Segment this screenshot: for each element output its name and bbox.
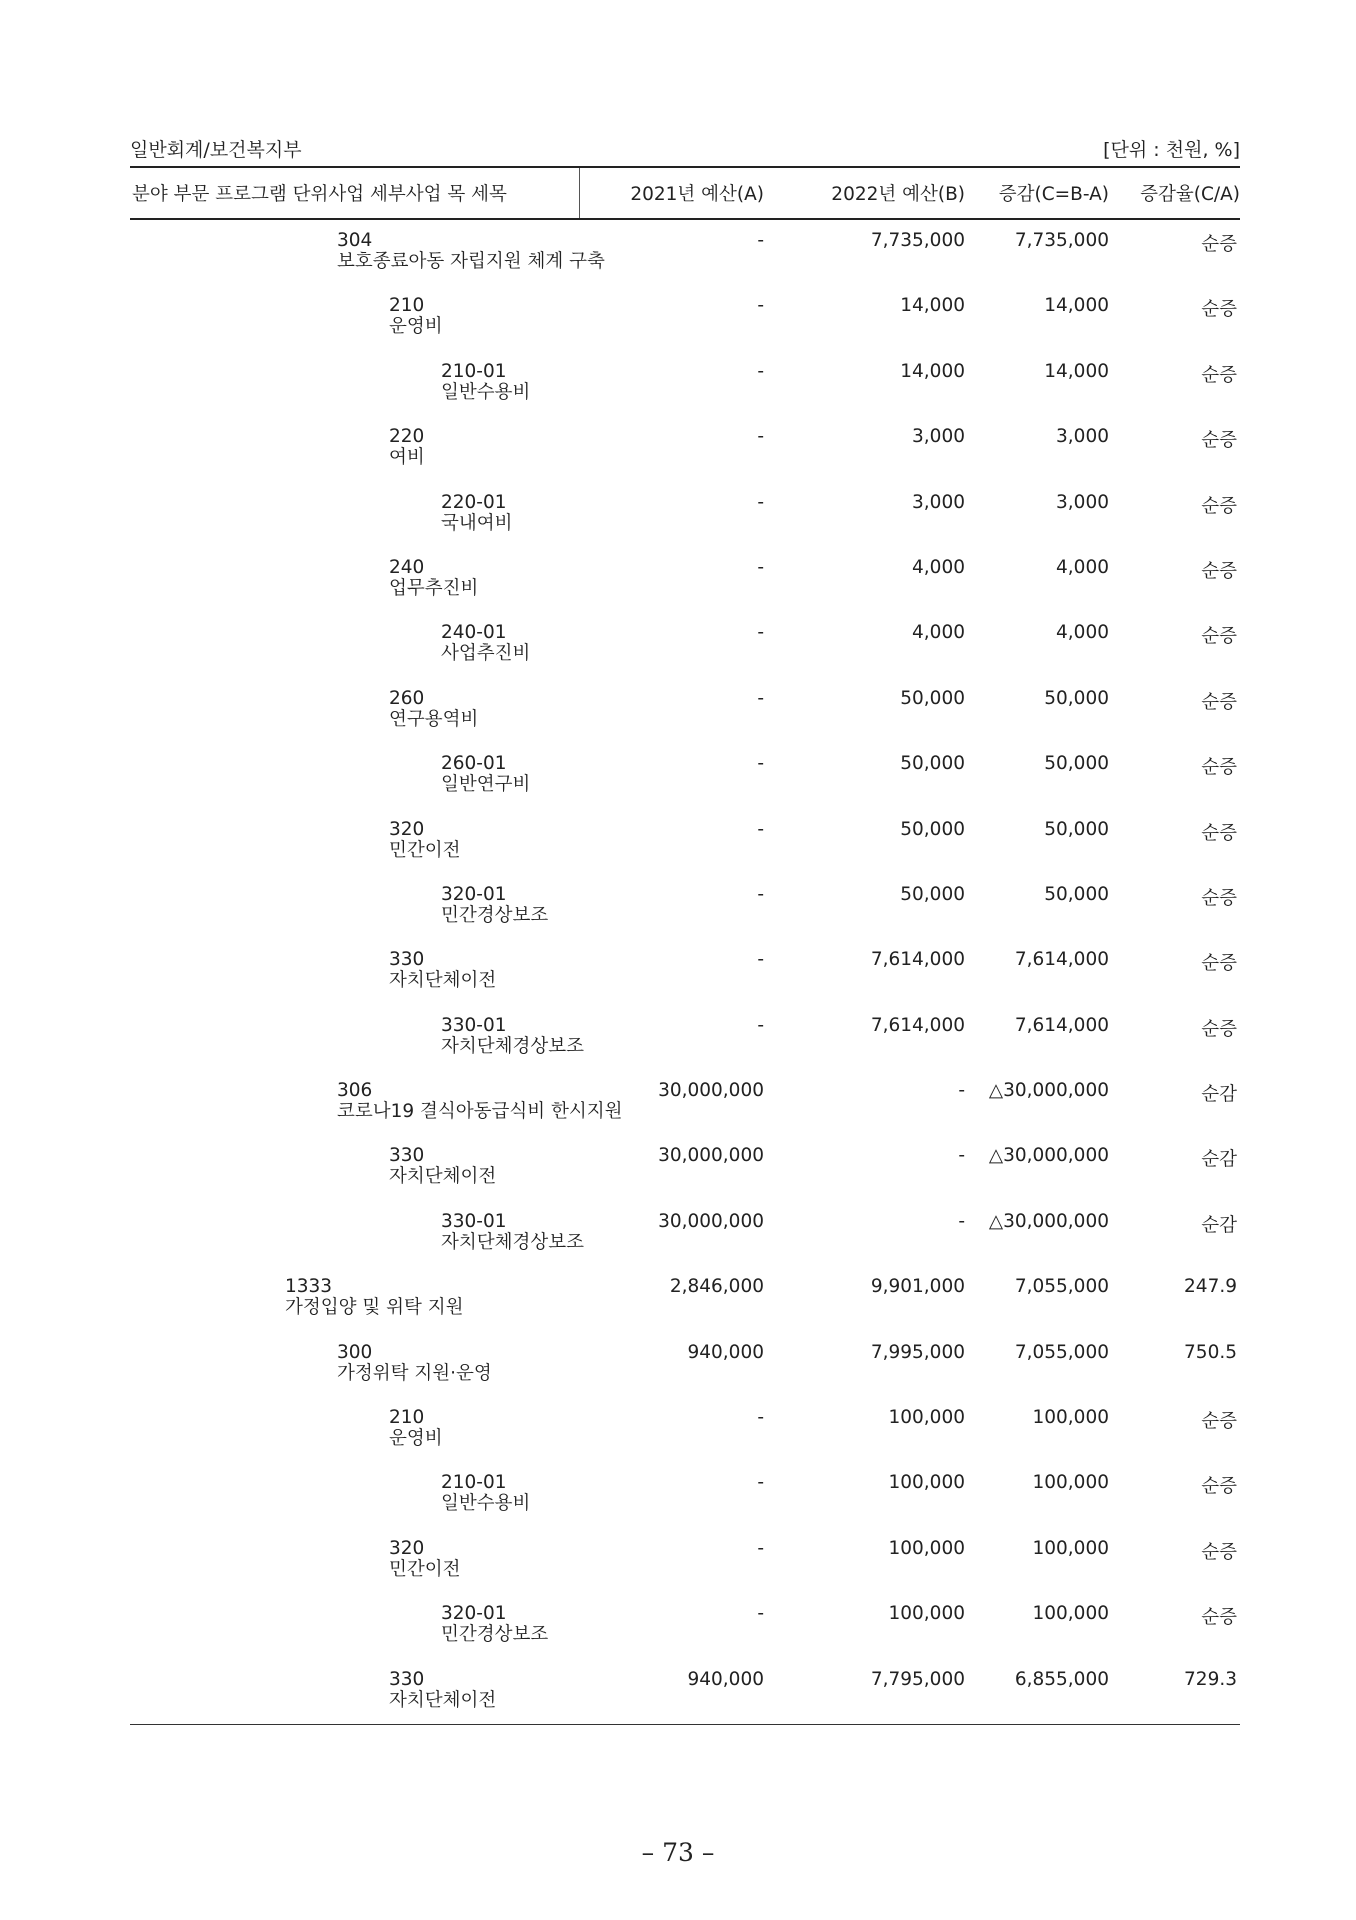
budget-2021-cell: 30,000,000 — [658, 1210, 764, 1232]
rate-cell: 순증 — [1201, 757, 1237, 779]
budget-2022-cell: - — [958, 1080, 965, 1102]
row-code: 1333 — [285, 1276, 333, 1298]
budget-2021-cell: 30,000,000 — [658, 1145, 764, 1167]
change-cell: 4,000 — [1056, 556, 1109, 578]
rate-cell: 순감 — [1201, 1149, 1237, 1171]
table-row — [130, 416, 1240, 481]
row-label — [389, 949, 496, 991]
change-cell: 50,000 — [1044, 883, 1109, 905]
budget-2021-cell: - — [757, 883, 764, 905]
header-budget-2021: 2021년 예산(A) — [630, 184, 764, 205]
budget-2022-cell: 50,000 — [900, 818, 965, 840]
budget-2022-cell: 7,614,000 — [870, 1014, 965, 1036]
row-label — [441, 1472, 530, 1514]
table-row — [130, 1332, 1240, 1397]
row-name: 운영비 — [389, 1428, 443, 1450]
budget-2022-cell: 50,000 — [900, 687, 965, 709]
change-cell: 100,000 — [1032, 1603, 1109, 1625]
table-row — [130, 220, 1240, 285]
row-name: 자치단체경상보조 — [441, 1035, 584, 1057]
row-label — [337, 230, 605, 272]
row-name: 민간경상보조 — [441, 1624, 549, 1646]
rate-cell: 순증 — [1201, 560, 1237, 582]
table-body — [130, 220, 1240, 1724]
budget-table-page — [130, 128, 1240, 1725]
table-row — [130, 351, 1240, 416]
budget-2021-cell: - — [757, 1603, 764, 1625]
change-cell: 7,055,000 — [1014, 1276, 1109, 1298]
table-row — [130, 1201, 1240, 1266]
budget-2021-cell: - — [757, 1014, 764, 1036]
table-row — [130, 1659, 1240, 1724]
budget-2021-cell: - — [757, 753, 764, 775]
header-change: 증감(C=B-A) — [998, 184, 1109, 205]
budget-2021-cell: - — [757, 1407, 764, 1429]
budget-2022-cell: - — [958, 1210, 965, 1232]
table-row — [130, 1593, 1240, 1658]
row-code: 330-01 — [441, 1014, 507, 1036]
row-name: 업무추진비 — [389, 577, 479, 599]
row-code: 210-01 — [441, 360, 507, 382]
row-code: 260-01 — [441, 753, 507, 775]
rate-cell: 순증 — [1201, 1541, 1237, 1563]
budget-2021-cell: - — [757, 360, 764, 382]
change-cell: 7,614,000 — [1014, 949, 1109, 971]
row-name: 운영비 — [389, 316, 443, 338]
row-code: 210 — [389, 295, 425, 317]
row-code: 300 — [337, 1341, 373, 1363]
row-name: 가정입양 및 위탁 지원 — [285, 1297, 464, 1319]
rate-cell: 729.3 — [1184, 1668, 1237, 1690]
header-budget-2022: 2022년 예산(B) — [831, 184, 965, 205]
table-row — [130, 874, 1240, 939]
row-label — [441, 492, 512, 534]
budget-2022-cell: 3,000 — [912, 426, 965, 448]
change-cell: 50,000 — [1044, 687, 1109, 709]
row-label — [389, 1407, 443, 1449]
row-label — [441, 1015, 584, 1057]
row-name: 연구용역비 — [389, 708, 479, 730]
rate-cell: 순증 — [1201, 1476, 1237, 1498]
budget-2021-cell: - — [757, 426, 764, 448]
table-row — [130, 743, 1240, 808]
change-cell: 3,000 — [1056, 491, 1109, 513]
row-code: 306 — [337, 1080, 373, 1102]
change-cell: 14,000 — [1044, 360, 1109, 382]
budget-2022-cell: 100,000 — [888, 1407, 965, 1429]
rate-cell: 순감 — [1201, 1214, 1237, 1236]
row-code: 320 — [389, 1537, 425, 1559]
rate-cell: 순증 — [1201, 887, 1237, 909]
budget-2021-cell: - — [757, 1472, 764, 1494]
budget-2021-cell: - — [757, 687, 764, 709]
row-code: 260 — [389, 687, 425, 709]
table-row — [130, 1135, 1240, 1200]
rate-cell: 순증 — [1201, 626, 1237, 648]
change-cell: 7,614,000 — [1014, 1014, 1109, 1036]
row-code: 320 — [389, 818, 425, 840]
budget-2022-cell: 14,000 — [900, 360, 965, 382]
rate-cell: 순감 — [1201, 1084, 1237, 1106]
header-rate: 증감율(C/A) — [1140, 184, 1240, 205]
row-name: 자치단체이전 — [389, 970, 497, 992]
row-label — [389, 688, 478, 730]
row-label — [441, 1603, 548, 1645]
budget-2022-cell: 100,000 — [888, 1472, 965, 1494]
row-name: 여비 — [389, 447, 425, 469]
row-code: 320-01 — [441, 1603, 507, 1625]
row-label — [389, 819, 460, 861]
row-code: 304 — [337, 230, 373, 251]
change-cell: 7,735,000 — [1014, 230, 1109, 251]
budget-2022-cell: 3,000 — [912, 491, 965, 513]
unit-label: [단위 : 천원, %] — [1103, 139, 1240, 161]
rate-cell: 순증 — [1201, 364, 1237, 386]
budget-2022-cell: - — [958, 1145, 965, 1167]
change-cell: 100,000 — [1032, 1407, 1109, 1429]
table-row — [130, 939, 1240, 1004]
rate-cell: 750.5 — [1184, 1341, 1237, 1363]
budget-2021-cell: 2,846,000 — [669, 1276, 764, 1298]
budget-2021-cell: - — [757, 949, 764, 971]
rate-cell: 순증 — [1201, 430, 1237, 452]
row-name: 자치단체이전 — [389, 1689, 497, 1711]
rate-cell: 순증 — [1201, 822, 1237, 844]
row-code: 330 — [389, 1668, 425, 1690]
change-cell: 14,000 — [1044, 295, 1109, 317]
table-row — [130, 678, 1240, 743]
change-cell: △30,000,000 — [988, 1080, 1109, 1102]
row-code: 330 — [389, 949, 425, 971]
rate-cell: 순증 — [1201, 299, 1237, 321]
row-name: 보호종료아동 자립지원 체계 구축 — [337, 251, 605, 272]
change-cell: 100,000 — [1032, 1472, 1109, 1494]
change-cell: 100,000 — [1032, 1537, 1109, 1559]
budget-2021-cell: - — [757, 818, 764, 840]
row-name: 자치단체이전 — [389, 1166, 497, 1188]
rate-cell: 247.9 — [1184, 1276, 1237, 1298]
row-label — [389, 1538, 460, 1580]
change-cell: △30,000,000 — [988, 1145, 1109, 1167]
budget-2022-cell: 7,735,000 — [870, 230, 965, 251]
budget-2021-cell: - — [757, 622, 764, 644]
change-cell: △30,000,000 — [988, 1210, 1109, 1232]
row-name: 민간경상보조 — [441, 904, 549, 926]
row-label — [389, 295, 443, 337]
change-cell: 50,000 — [1044, 753, 1109, 775]
change-cell: 6,855,000 — [1014, 1668, 1109, 1690]
rate-cell: 순증 — [1201, 495, 1237, 517]
table-row — [130, 1266, 1240, 1331]
budget-2021-cell: - — [757, 230, 764, 251]
row-label — [441, 884, 548, 926]
row-name: 민간이전 — [389, 1558, 461, 1580]
rate-cell: 순증 — [1201, 1018, 1237, 1040]
row-label — [389, 1669, 496, 1711]
page-number: – 73 – — [641, 1838, 715, 1867]
table-row — [130, 1462, 1240, 1527]
row-name: 일반수용비 — [441, 381, 531, 403]
row-code: 240 — [389, 556, 425, 578]
row-label — [389, 1145, 496, 1187]
row-label — [441, 361, 530, 403]
row-label — [337, 1342, 492, 1384]
row-code: 330-01 — [441, 1210, 507, 1232]
budget-2022-cell: 9,901,000 — [870, 1276, 965, 1298]
row-code: 210-01 — [441, 1472, 507, 1494]
budget-2021-cell: - — [757, 1537, 764, 1559]
budget-2022-cell: 7,995,000 — [870, 1341, 965, 1363]
row-name: 국내여비 — [441, 512, 513, 534]
rate-cell: 순증 — [1201, 691, 1237, 713]
budget-2022-cell: 7,614,000 — [870, 949, 965, 971]
budget-2021-cell: - — [757, 556, 764, 578]
budget-2022-cell: 100,000 — [888, 1537, 965, 1559]
table-header — [130, 168, 1240, 220]
rate-cell: 순증 — [1201, 1607, 1237, 1629]
rate-cell: 순증 — [1201, 953, 1237, 975]
budget-2021-cell: 30,000,000 — [658, 1080, 764, 1102]
row-code: 240-01 — [441, 622, 507, 644]
row-name: 코로나19 결식아동급식비 한시지원 — [337, 1101, 623, 1123]
row-label — [441, 1211, 584, 1253]
row-label — [441, 622, 530, 664]
table-row — [130, 285, 1240, 350]
budget-2022-cell: 4,000 — [912, 556, 965, 578]
row-name: 가정위탁 지원·운영 — [337, 1362, 492, 1384]
table-row — [130, 1070, 1240, 1135]
table-row — [130, 482, 1240, 547]
row-name: 자치단체경상보조 — [441, 1231, 584, 1253]
table-row — [130, 1005, 1240, 1070]
rate-cell: 순증 — [1201, 1411, 1237, 1433]
row-name: 민간이전 — [389, 839, 461, 861]
change-cell: 50,000 — [1044, 818, 1109, 840]
row-code: 220-01 — [441, 491, 507, 513]
row-code: 330 — [389, 1145, 425, 1167]
bottom-rule — [130, 1724, 1240, 1725]
row-code: 220 — [389, 426, 425, 448]
budget-2022-cell: 100,000 — [888, 1603, 965, 1625]
row-label — [441, 753, 530, 795]
table-row — [130, 547, 1240, 612]
budget-2022-cell: 50,000 — [900, 883, 965, 905]
row-name: 일반연구비 — [441, 774, 531, 796]
budget-2021-cell: - — [757, 491, 764, 513]
row-label — [389, 426, 425, 468]
change-cell: 3,000 — [1056, 426, 1109, 448]
row-name: 사업추진비 — [441, 643, 531, 665]
row-label — [285, 1276, 463, 1318]
table-row — [130, 1397, 1240, 1462]
row-code: 320-01 — [441, 883, 507, 905]
account-title: 일반회계/보건복지부 — [130, 139, 302, 161]
table-row — [130, 1528, 1240, 1593]
row-name: 일반수용비 — [441, 1493, 531, 1515]
table-row — [130, 612, 1240, 677]
budget-2022-cell: 4,000 — [912, 622, 965, 644]
change-cell: 4,000 — [1056, 622, 1109, 644]
budget-2022-cell: 7,795,000 — [870, 1668, 965, 1690]
table-row — [130, 809, 1240, 874]
rate-cell: 순증 — [1201, 234, 1237, 255]
table-caption — [130, 128, 1240, 166]
header-structure: 분야 부문 프로그램 단위사업 세부사업 목 세목 — [130, 168, 580, 218]
budget-2021-cell: 940,000 — [687, 1668, 764, 1690]
change-cell: 7,055,000 — [1014, 1341, 1109, 1363]
budget-2021-cell: - — [757, 295, 764, 317]
budget-2022-cell: 50,000 — [900, 753, 965, 775]
row-label — [389, 557, 478, 599]
budget-2022-cell: 14,000 — [900, 295, 965, 317]
row-code: 210 — [389, 1407, 425, 1429]
budget-2021-cell: 940,000 — [687, 1341, 764, 1363]
